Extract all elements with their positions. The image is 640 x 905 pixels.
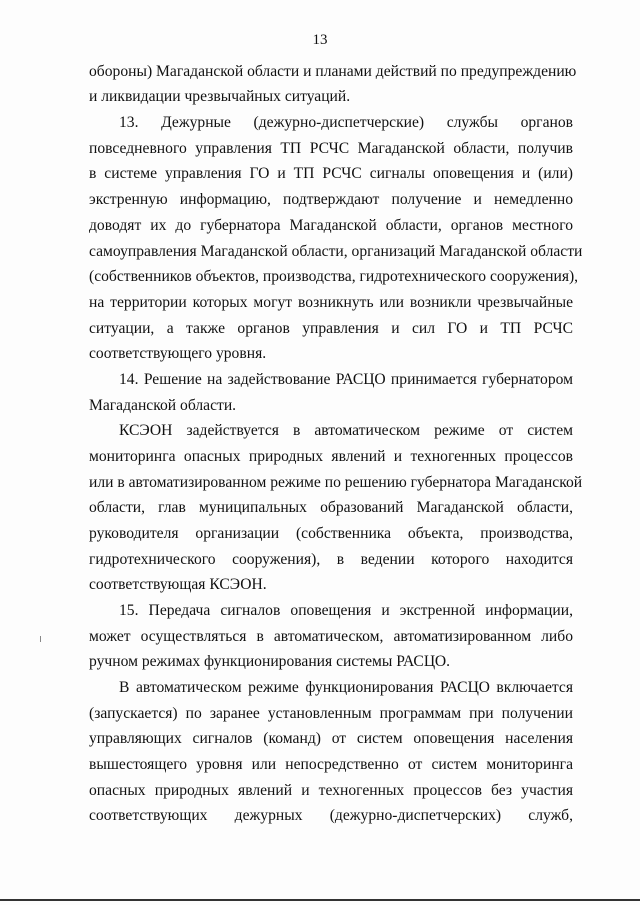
paragraph-kseon-start: КСЭОН задействуется в автоматическом режиме от систем (119, 422, 573, 439)
text-line: самоуправления Магаданской области, организаций Магаданской области (89, 243, 583, 260)
paragraph-13-start: 13. Дежурные (дежурно-диспетчерские) службы органов (119, 114, 573, 131)
text-line: вышестоящего уровня или непосредственно от систем мониторинга (89, 756, 573, 773)
text-line: Магаданской области. (89, 397, 237, 414)
text-line: гидротехнического сооружения), в ведении которого находится (89, 551, 573, 568)
text-line: может осуществляться в автоматическом, автоматизированном либо (89, 628, 573, 645)
text-line: ручном режимах функционирования системы РАСЦО. (89, 653, 451, 670)
text-line: или в автоматизированном режиме по решению губернатора Магаданской (89, 474, 583, 491)
text-line: и ликвидации чрезвычайных ситуаций. (89, 88, 351, 105)
text-line: ситуации, а также органов управления и сил ГО и ТП РСЧС (89, 320, 573, 337)
text-line: обороны) Магаданской области и планами действий по предупреждению (89, 63, 577, 80)
paragraph-15-start: 15. Передача сигналов оповещения и экстренной информации, (119, 602, 573, 619)
text-line: области, глав муниципальных образований Магаданской области, (89, 499, 573, 516)
paragraph-14-start: 14. Решение на задействование РАСЦО принимается губернатором (119, 371, 573, 388)
text-line: управляющих сигналов (команд) от систем оповещения населения (89, 730, 573, 747)
bottom-edge-rule (0, 899, 640, 901)
text-line: соответствующая КСЭОН. (89, 576, 267, 593)
page-number: 13 (312, 32, 328, 48)
paragraph-auto-mode-start: В автоматическом режиме функционирования РАСЦО включается (119, 679, 573, 696)
text-line: экстренную информацию, подтверждают получение и немедленно (89, 191, 573, 208)
text-line: в системе управления ГО и ТП РСЧС сигналы оповещения и (или) (89, 165, 573, 182)
text-line: (собственников объектов, производства, гидротехнического сооружения), (89, 268, 579, 285)
text-line: мониторинга опасных природных явлений и техногенных процессов (89, 448, 573, 465)
text-line: опасных природных явлений и техногенных процессов без участия (89, 782, 573, 799)
text-line: соответствующих дежурных (дежурно-диспетчерских) служб, (89, 807, 573, 824)
text-line: (запускается) по заранее установленным программам при получении (89, 705, 573, 722)
scan-mark (40, 636, 41, 642)
text-line: на территории которых могут возникнуть или возникли чрезвычайные (89, 294, 573, 311)
text-line: доводят их до губернатора Магаданской области, органов местного (89, 217, 573, 234)
text-line: руководителя организации (собственника объекта, производства, (89, 525, 573, 542)
text-line: соответствующего уровня. (89, 345, 267, 362)
text-line: повседневного управления ТП РСЧС Магаданской области, получив (89, 140, 573, 157)
